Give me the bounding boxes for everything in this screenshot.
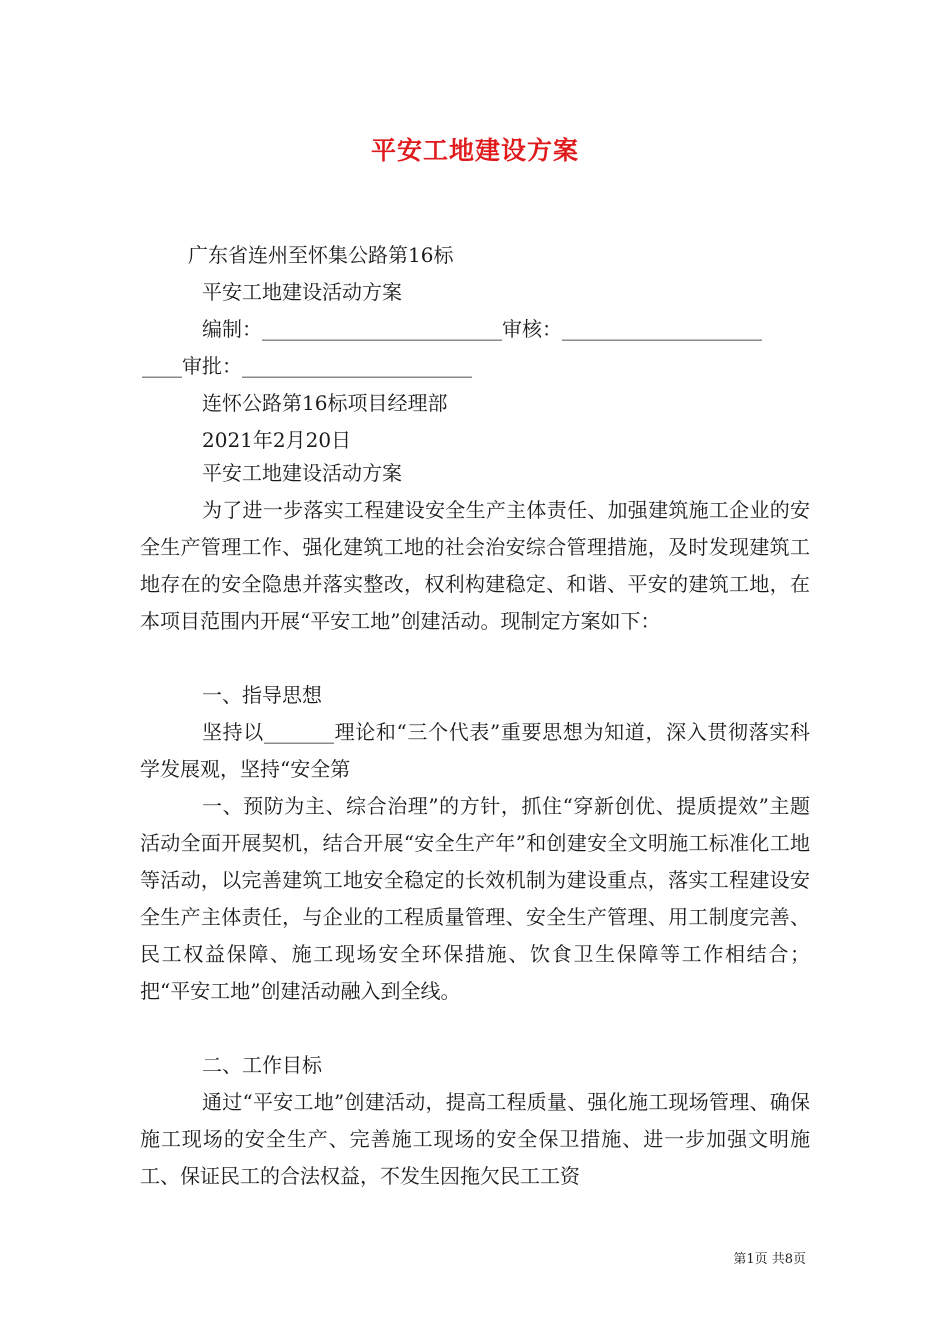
- page-footer: 第1页 共8页: [733, 1252, 806, 1267]
- paragraph-guiding-ideology: 坚持以_______理论和“三个代表”重要思想为知道，深入贯彻落实科学发展观，坚持“安全第: [140, 720, 810, 781]
- paragraph-policy: 一、预防为主、综合治理”的方针，抓住“穿新创优、提质提效”主题活动全面开展契机，结合开展“安全生产年”和创建安全文明施工标准化工地等活动，以完善建筑工地安全稳定的长效机制为建设重点，落实工程建设安全生产主体责任，与企业的工程质量管理、安全生产管理、用工制度完善、民工权益保障、施工现场安全环保措施、饮食卫生保障等工作相结合；把“平安工地”创建活动融入到全线。: [140, 794, 810, 1003]
- section-heading-guiding-ideology: 一、指导思想: [202, 683, 322, 707]
- header-line-date: 2021年2月20日: [202, 428, 352, 452]
- section-heading-work-goals: 二、工作目标: [202, 1053, 322, 1077]
- header-line-plan-name: 平安工地建设活动方案: [202, 280, 402, 304]
- paragraph-work-goals: 通过“平安工地”创建活动，提高工程质量、强化施工现场管理、确保施工现场的安全生产、完善施工现场的安全保卫措施、进一步加强文明施工、保证民工的合法权益，不发生因拖欠民工工资: [140, 1090, 810, 1188]
- header-line-approved: ____审批：_______________________: [142, 354, 472, 378]
- document-title: 平安工地建设方案: [370, 136, 579, 165]
- header-line-department: 连怀公路第16标项目经理部: [202, 391, 448, 415]
- header-line-project: 广东省连州至怀集公路第16标: [188, 243, 454, 267]
- header-line-prepared-reviewed: 编制：________________________审核：____________________: [202, 317, 762, 341]
- paragraph-intro: 为了进一步落实工程建设安全生产主体责任、加强建筑施工企业的安全生产管理工作、强化建筑工地的社会治安综合管理措施，及时发现建筑工地存在的安全隐患并落实整改，权利构建稳定、和谐、平安的建筑工地，在本项目范围内开展“平安工地”创建活动。现制定方案如下：: [140, 498, 810, 633]
- header-line-plan-heading: 平安工地建设活动方案: [202, 461, 402, 485]
